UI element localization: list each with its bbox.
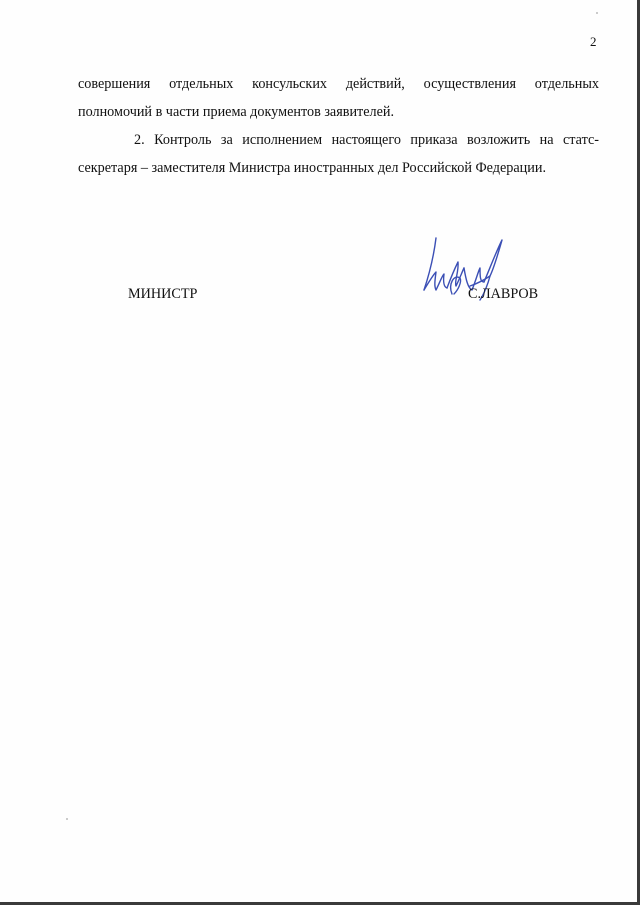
paragraph-2-line-1: 2. Контроль за исполнением настоящего приказа возложить на статс-: [134, 132, 599, 148]
scan-speck: [66, 818, 68, 820]
signer-name: С.ЛАВРОВ: [468, 286, 539, 302]
paragraph-2-line-2: секретаря – заместителя Министра иностранных дел Российской Федерации.: [78, 160, 547, 176]
document-body: [78, 70, 599, 182]
scan-speck: [596, 12, 598, 14]
page-number: 2: [590, 34, 597, 49]
signature-block: [128, 286, 548, 306]
paragraph-1-line-2: полномочий в части приема документов заявителей.: [78, 104, 395, 120]
paragraph-1-line-1: совершения отдельных консульских действий, осуществления отдельных: [78, 76, 599, 92]
signer-title: МИНИСТР: [128, 286, 198, 302]
